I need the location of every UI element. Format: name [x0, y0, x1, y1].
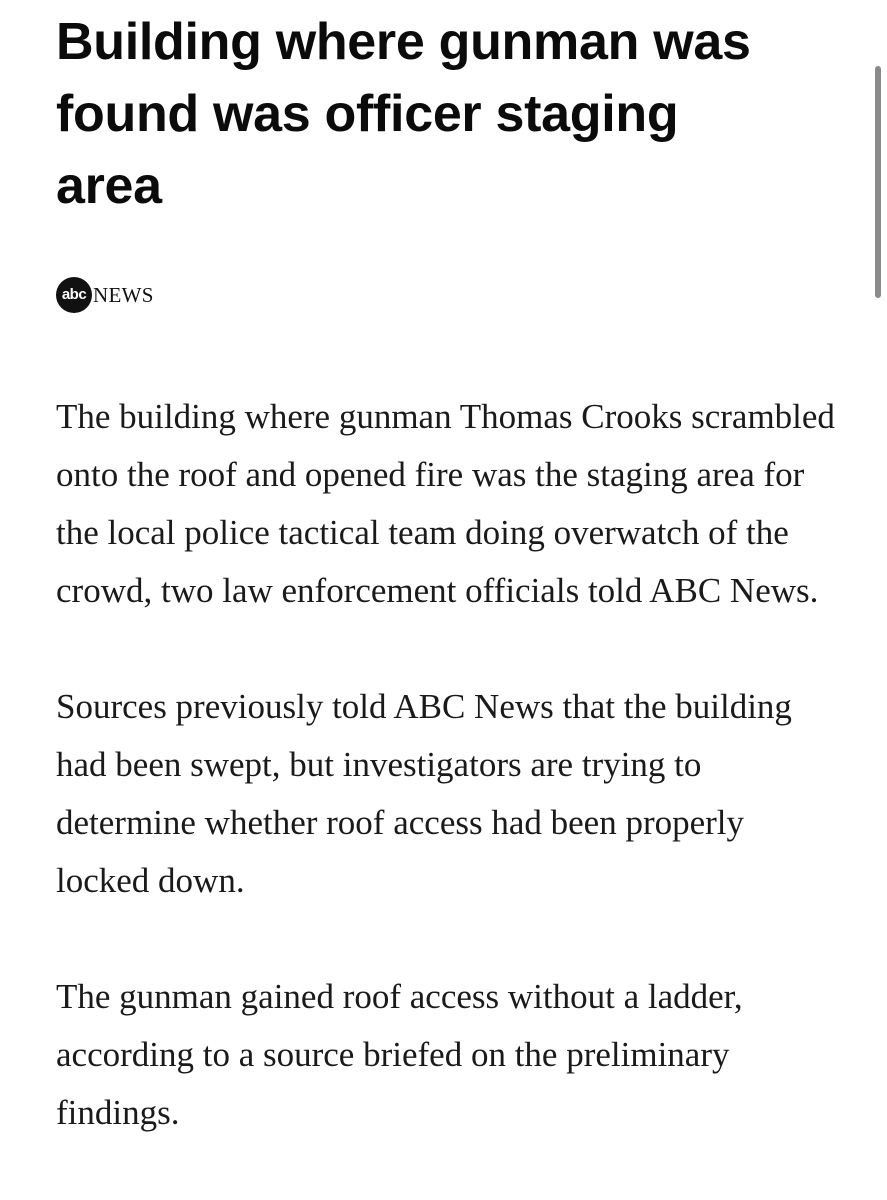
scrollbar[interactable]: [875, 66, 881, 298]
paragraph-2: Sources previously told ABC News that the building had been swept, but investigators are trying to determine whether roof access had been properly locked down.: [56, 687, 792, 900]
paragraph-3: The gunman gained roof access without a ladder, according to a source briefed on the preliminary findings.: [56, 977, 743, 1132]
paragraph-1: The building where gunman Thomas Crooks scrambled onto the roof and opened fire was the staging area for the local police tactical team doing overwatch of the crowd, two law enforcement officials told ABC News.: [56, 397, 835, 610]
article: [56, 0, 836, 1132]
abc-logo-icon: abc: [56, 277, 92, 313]
headline: Building where gunman was found was officer staging area: [56, 13, 751, 215]
news-wordmark: NEWS: [93, 282, 154, 307]
article-body: [56, 388, 836, 1200]
abc-news-logo[interactable]: [56, 275, 154, 315]
